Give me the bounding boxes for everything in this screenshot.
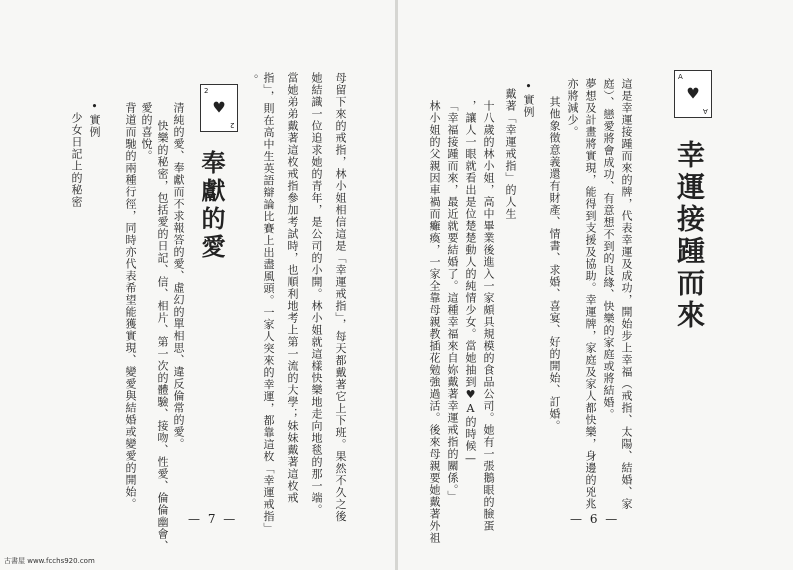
section-title: 奉獻的愛: [197, 150, 226, 262]
story-line: ，讓人一眼就看出是位楚楚動人的純情少女。當她抽到♥A的時候—: [464, 100, 477, 466]
example-title: 戴著「幸運戒指」的人生: [504, 88, 517, 220]
heart-icon: ♥: [212, 98, 226, 117]
example-title: 少女日記上的秘密: [70, 112, 83, 208]
intro-line: 愛的喜悅。: [140, 102, 153, 162]
section-title: 幸運接踵而來: [673, 140, 706, 332]
story-line: 「幸福接踵而來，最近就要結婚了。這種幸福來自妳戴著幸運戒指的關係。」: [446, 100, 459, 503]
page-number: — 6 —: [570, 512, 620, 526]
page-number: — 7 —: [188, 512, 238, 526]
left-page: [0, 0, 395, 570]
story-line: 十八歲的林小姐，高中畢業後進入一家頗具規模的食品公司。她有一張鵝眼的臉蛋: [482, 100, 495, 532]
section-label: •實例: [522, 80, 535, 118]
playing-card-2-hearts: [200, 84, 238, 132]
heart-icon: ♥: [686, 84, 700, 103]
story-line: 她結識一位追求她的青年，是公司的小開。林小姐就這樣快樂地走向地毯的那一端。: [310, 72, 323, 516]
intro-line: 清純的愛、奉獻而不求報答的愛、虛幻的單相思、違反倫常的愛。: [172, 102, 185, 450]
intro-line: 背道而馳的兩種行徑，同時亦代表希望能獲實現、變愛與結婚或變愛的開始。: [124, 102, 137, 510]
story-line: 指」，則在高中生英語辯論比賽上出盡風頭。一家人突來的幸運，都靠這枚「幸運戒指」: [262, 72, 275, 535]
intro-line: 亦將減少。: [566, 78, 579, 138]
card-rank: A: [678, 73, 683, 81]
playing-card-ace-hearts: [674, 70, 712, 118]
intro-line: 快樂的秘密，包括愛的日記、信、相片、第一次的體驗、接吻、性愛、倫倫幽會、: [156, 120, 169, 552]
card-rank: 2: [204, 87, 209, 95]
card-rank: 2: [229, 121, 234, 129]
story-line: 林小姐的父親因車禍而癱瘓，一家全靠母親教插花勉強過活。後來母親要她戴著外祖: [428, 100, 441, 544]
story-line: 。: [246, 74, 259, 86]
card-rank: A: [703, 107, 708, 115]
intro-line: 庭）、戀愛將會成功、有意想不到的良緣、快樂的家庭或將結婚。: [602, 78, 615, 421]
intro-line: 這是幸運接踵而來的牌，代表幸運及成功，開始步上幸福（戒指、太陽、結婚、家: [620, 78, 633, 510]
story-line: 當她弟弟戴著這枚戒指參加考試時，也順利地考上第一流的大學；妹妹戴著這枚戒: [286, 72, 299, 504]
story-line: 母留下來的戒指，林小姐相信這是「幸運戒指」，每天都戴著它上下班。果然不久之後: [334, 72, 347, 523]
intro-line: 其他象徵意義還有財產、情書、求婚、喜宴、好的開始、訂婚。: [548, 96, 561, 432]
intro-line: 夢想及計畫將實現，能得到支援及協助。幸運牌，家庭及家人都快樂，身邊的兇兆: [584, 78, 597, 510]
section-label: •實例: [88, 100, 101, 138]
watermark: 古書屋 www.fcchs920.com: [4, 557, 95, 565]
right-page: [398, 0, 793, 570]
